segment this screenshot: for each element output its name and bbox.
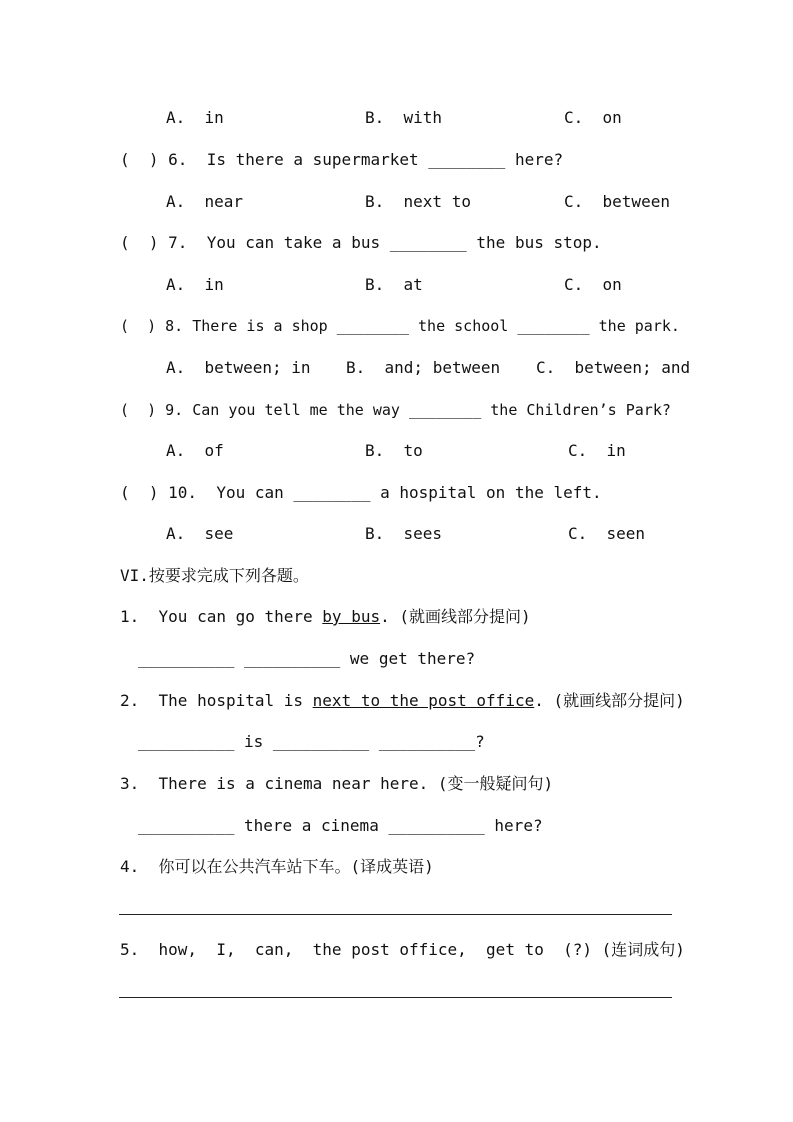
task-5-answer-line [119, 997, 672, 998]
q6-option-a: A. near [166, 192, 244, 211]
task-5-stem: 5. how, I, can, the post office, get to (?) (连词成句) [120, 940, 685, 959]
task-1-underlined: by bus [322, 607, 381, 626]
q10-option-c: C. seen [568, 524, 646, 543]
q10-option-b: B. sees [365, 524, 443, 543]
q8-stem: ( ) 8. There is a shop ________ the school ________ the park. [120, 317, 680, 335]
task-2-post: . (就画线部分提问) [534, 691, 685, 710]
task-3-answer: __________ there a cinema __________ here? [138, 816, 543, 835]
task-4-stem: 4. 你可以在公共汽车站下车。(译成英语) [120, 857, 434, 876]
q7-option-b: B. at [365, 275, 423, 294]
q9-stem: ( ) 9. Can you tell me the way ________ the Children’s Park? [120, 401, 671, 419]
q8-option-a: A. between; in [166, 358, 311, 377]
task-4-answer-line [119, 914, 672, 915]
q10-option-a: A. see [166, 524, 234, 543]
q10-stem: ( ) 10. You can ________ a hospital on the left. [120, 483, 602, 502]
task-3-stem: 3. There is a cinema near here. (变一般疑问句) [120, 774, 554, 793]
task-2-answer: __________ is __________ __________? [138, 732, 485, 751]
q9-option-a: A. of [166, 441, 224, 460]
task-2-pre: 2. The hospital is [120, 691, 313, 710]
q6-option-b: B. next to [365, 192, 471, 211]
q6-option-c: C. between [564, 192, 670, 211]
q9-option-c: C. in [568, 441, 626, 460]
task-1-pre: 1. You can go there [120, 607, 323, 626]
task-1-post: . (就画线部分提问) [380, 607, 531, 626]
q6-stem: ( ) 6. Is there a supermarket ________ here? [120, 150, 564, 169]
q8-option-b: B. and; between [346, 358, 501, 377]
q7-option-a: A. in [166, 275, 224, 294]
task-1-answer: __________ __________ we get there? [138, 649, 476, 668]
q5-option-a: A. in [166, 108, 224, 127]
section-title: VI.按要求完成下列各题。 [120, 566, 309, 585]
task-1-stem [120, 607, 531, 627]
task-2-stem [120, 691, 685, 711]
q9-option-b: B. to [365, 441, 423, 460]
q5-option-b: B. with [365, 108, 443, 127]
q8-option-c: C. between; and [536, 358, 691, 377]
q7-option-c: C. on [564, 275, 622, 294]
q5-option-c: C. on [564, 108, 622, 127]
q7-stem: ( ) 7. You can take a bus ________ the bus stop. [120, 233, 602, 252]
task-2-underlined: next to the post office [312, 691, 535, 710]
